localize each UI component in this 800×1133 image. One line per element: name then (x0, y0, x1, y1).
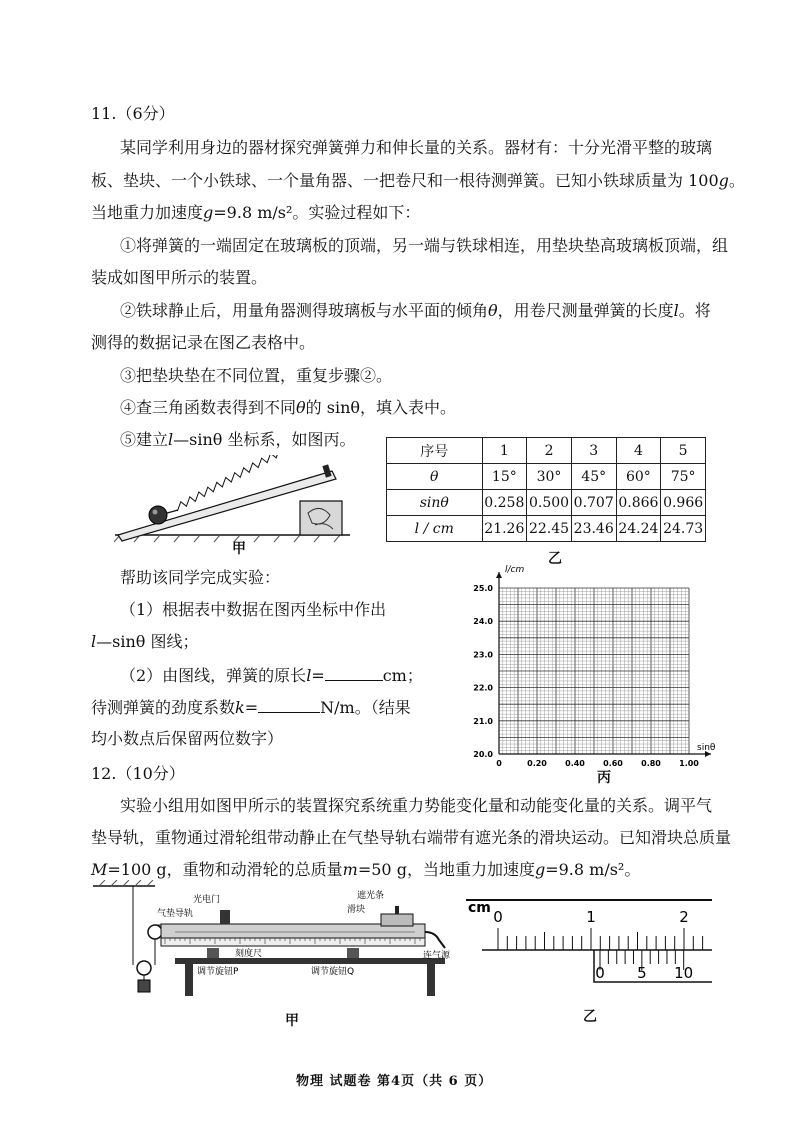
table-cell: 75° (661, 464, 706, 490)
main-scale-label: 1 (586, 908, 596, 926)
table-cell: 0.258 (482, 490, 527, 516)
y-tick-label: 20.0 (473, 750, 493, 759)
x-tick-label: 1.00 (679, 759, 699, 768)
y-axis-label: l/cm (505, 565, 525, 575)
label-air: 连气源 (423, 951, 451, 961)
vernier-label: 0 (595, 964, 605, 982)
table-row-header: θ (387, 464, 483, 490)
pulley-icon (137, 961, 151, 975)
table-cell: 4 (616, 438, 661, 464)
y-tick-label: 23.0 (473, 650, 493, 660)
q11-step1-line1: ①将弹簧的一端固定在玻璃板的顶端，另一端与铁球相连，用垫块垫高玻璃板顶端，组 (120, 236, 729, 255)
table-row (387, 516, 706, 542)
q11-step4: ④查三角函数表得到不同θ的 sinθ，填入表中。 (120, 398, 457, 417)
x-tick-label: 0 (496, 759, 502, 768)
table-cell: 30° (527, 464, 572, 490)
main-scale-label: 0 (493, 908, 503, 926)
table-row (387, 438, 706, 464)
q11-sub1-line1: （1）根据表中数据在图丙坐标中作出 (120, 600, 387, 619)
label-strip: 遮光条 (357, 891, 385, 901)
table-cell: 23.46 (571, 516, 616, 542)
q11-sub2-line3: 均小数点后保留两位数字） (91, 729, 284, 748)
table-cell: 22.45 (527, 516, 572, 542)
vernier-outline (594, 950, 712, 982)
weight-icon (138, 980, 150, 992)
table-row-header: 序号 (387, 438, 483, 464)
q12-line1: 实验小组用如图甲所示的装置探究系统重力势能变化量和动能变化量的关系。调平气 (120, 796, 713, 815)
table-cell: 60° (616, 464, 661, 490)
x-tick-label: 0.20 (527, 759, 547, 768)
slider-block-icon (381, 914, 413, 926)
photogate-icon (220, 910, 230, 924)
graph-bing[interactable] (455, 562, 725, 772)
label-rail: 气垫导轨 (157, 909, 194, 919)
q12-header: 12.（10分） (91, 764, 185, 783)
q11-help: 帮助该同学完成实验： (120, 568, 281, 587)
q12-line3: M=100 g，重物和动滑轮的总质量m=50 g，当地重力加速度g=9.8 m/s²。 (91, 860, 641, 879)
table-cell: 45° (571, 464, 616, 490)
table-cell: 2 (527, 438, 572, 464)
table-cell: 0.707 (571, 490, 616, 516)
table-row-header: l / cm (387, 516, 483, 542)
q11-step2-line2: 测得的数据记录在图乙表格中。 (91, 333, 316, 352)
q11-intro-line1: 某同学利用身边的器材探究弹簧弹力和伸长量的关系。器材有：十分光滑平整的玻璃 (120, 138, 713, 157)
caliper-unit-label: cm (468, 900, 491, 916)
q11-intro-line2: 板、垫块、一个小铁球、一个量角器、一把卷尺和一根待测弹簧。已知小铁球质量为 100g。 (91, 171, 745, 190)
iron-ball-icon (149, 506, 167, 524)
table-row (387, 490, 706, 516)
table-cell: 0.966 (661, 490, 706, 516)
main-scale-label: 2 (679, 908, 689, 926)
y-tick-label: 25.0 (473, 584, 493, 593)
q11-sub1-line2: l—sinθ 图线； (91, 632, 199, 651)
pulley-icon (148, 925, 162, 939)
figure-bing-caption: 丙 (597, 770, 611, 786)
q11-intro-line3: 当地重力加速度g=9.8 m/s²。实验过程如下： (91, 203, 421, 222)
figure-12-jia-caption: 甲 (285, 1013, 299, 1029)
label-slider: 滑块 (347, 905, 366, 915)
q11-sub2-line1: （2）由图线，弹簧的原长l= cm； (120, 666, 423, 685)
figure-jia-caption: 甲 (232, 541, 246, 557)
label-knob-q: 调节旋钮Q (311, 967, 355, 977)
table-cell: 15° (482, 464, 527, 490)
table-cell: 5 (661, 438, 706, 464)
q11-step1-line2: 装成如图甲所示的装置。 (91, 268, 268, 287)
label-knob-p: 调节旋钮P (197, 967, 239, 977)
y-tick-label: 22.0 (473, 683, 493, 693)
vernier-label: 10 (674, 964, 694, 982)
answer-blank-length[interactable] (325, 664, 383, 681)
y-tick-label: 24.0 (473, 617, 493, 627)
y-axis-arrow (496, 572, 502, 578)
figure-12-yi-caption: 乙 (583, 1009, 597, 1025)
label-gate: 光电门 (193, 895, 221, 905)
x-tick-label: 0.80 (641, 759, 661, 768)
knob-q-icon (347, 948, 359, 958)
table-cell: 21.26 (482, 516, 527, 542)
x-tick-label: 0.40 (565, 759, 585, 768)
q11-step2-line1: ②铁球静止后，用量角器测得玻璃板与水平面的倾角θ，用卷尺测量弹簧的长度l。将 (120, 301, 711, 320)
answer-blank-k[interactable] (258, 696, 320, 713)
table-cell: 3 (571, 438, 616, 464)
vernier-label: 5 (637, 964, 647, 982)
q11-step3: ③把垫块垫在不同位置，重复步骤②。 (120, 366, 393, 385)
data-table (386, 437, 706, 542)
x-tick-label: 0.60 (603, 759, 623, 768)
q11-header: 11.（6分） (91, 104, 175, 123)
y-tick-label: 21.0 (473, 716, 493, 726)
knob-p-icon (207, 948, 219, 958)
table-cell: 24.24 (616, 516, 661, 542)
q12-line2: 垫导轨，重物通过滑轮组带动静止在气垫导轨右端带有遮光条的滑块运动。已知滑块总质量 (91, 828, 732, 847)
table-cell: 0.500 (527, 490, 572, 516)
q11-sub2-line2: 待测弹簧的劲度系数k= N/m。（结果 (91, 698, 411, 717)
figure-vernier-caliper (462, 890, 722, 990)
table-row-header: sinθ (387, 490, 483, 516)
q11-step5: ⑤建立l—sinθ 坐标系，如图丙。 (120, 430, 356, 449)
table-row (387, 464, 706, 490)
table-cell: 1 (482, 438, 527, 464)
figure-airtrack (85, 880, 465, 1000)
label-scale: 刻度尺 (235, 949, 263, 959)
figure-yi-caption: 乙 (548, 551, 562, 567)
x-axis-label: sinθ (697, 743, 716, 753)
page-footer: 物理 试题卷 第4页（共 6 页） (296, 1074, 493, 1089)
table-cell: 24.73 (661, 516, 706, 542)
table-cell: 0.866 (616, 490, 661, 516)
